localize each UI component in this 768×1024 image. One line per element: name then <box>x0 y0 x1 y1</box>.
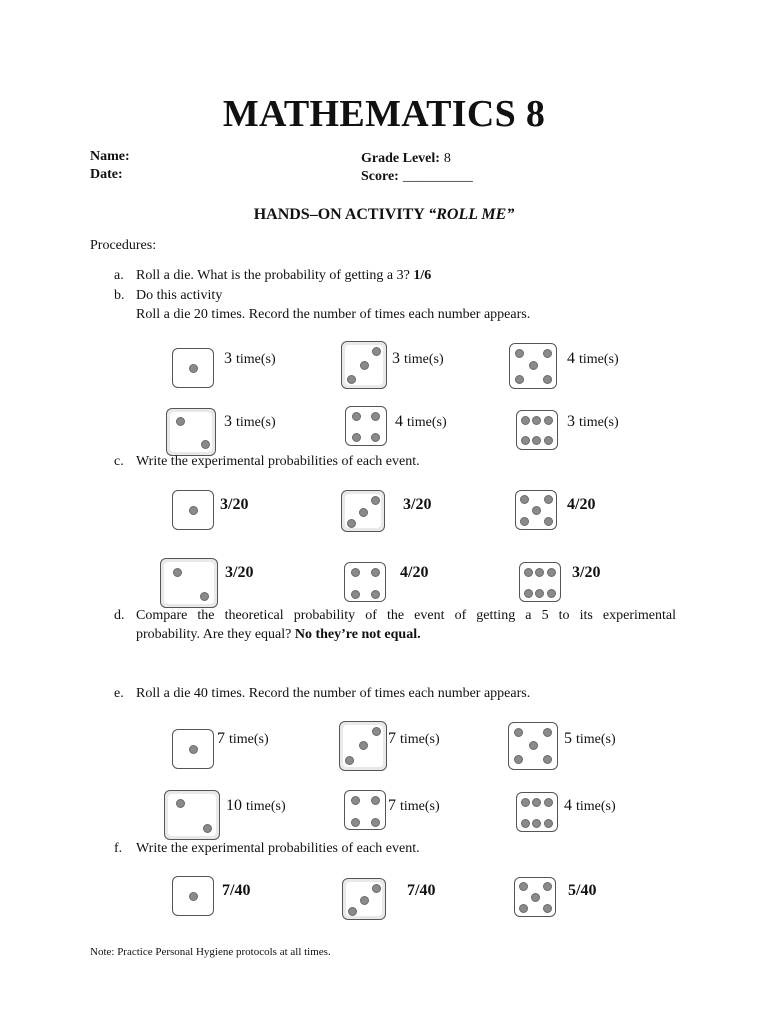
pip <box>524 568 533 577</box>
pip <box>372 884 381 893</box>
pip <box>531 893 540 902</box>
item-d-line2-text: probability. Are they equal? <box>136 627 292 642</box>
pip <box>515 349 524 358</box>
die-face-2 <box>166 408 216 456</box>
item-c-letter: c. <box>114 454 124 469</box>
pip <box>532 798 541 807</box>
prob-c-3: 4/20 <box>567 496 596 513</box>
count-value: 4 <box>395 413 403 430</box>
count-unit: time(s) <box>246 799 286 814</box>
pip <box>543 755 552 764</box>
score-label: Score: <box>361 169 399 184</box>
pip <box>173 568 182 577</box>
grade-level-value: 8 <box>443 151 451 166</box>
item-e-text: Roll a die 40 times. Record the number of times each number appears. <box>136 686 531 701</box>
grade-level-label: Grade Level: <box>361 151 440 166</box>
pip <box>543 375 552 384</box>
count-unit: time(s) <box>236 352 276 367</box>
count-value: 7 <box>217 730 225 747</box>
pip <box>532 819 541 828</box>
die-face-6 <box>516 410 558 450</box>
pip <box>543 349 552 358</box>
die-face-1 <box>172 348 214 388</box>
pip <box>544 436 553 445</box>
pip <box>352 433 361 442</box>
pip <box>189 364 198 373</box>
pip <box>371 568 380 577</box>
die-face-3 <box>339 721 387 771</box>
pip <box>351 818 360 827</box>
score-field <box>361 167 473 185</box>
pip <box>371 590 380 599</box>
count-e-3 <box>564 730 616 748</box>
count-e-5 <box>388 797 440 815</box>
pip <box>189 892 198 901</box>
item-a-text: Roll a die. What is the probability of getting a 3? <box>136 268 410 283</box>
die-face-1 <box>172 876 214 916</box>
name-label: Name: <box>90 149 130 164</box>
pip <box>521 436 530 445</box>
item-d-line2 <box>136 627 421 643</box>
pip <box>352 412 361 421</box>
die-face-2 <box>160 558 218 608</box>
prob-c-5: 4/20 <box>400 564 429 581</box>
prob-c-6: 3/20 <box>572 564 601 581</box>
count-value: 7 <box>388 730 396 747</box>
pip <box>189 745 198 754</box>
count-unit: time(s) <box>576 799 616 814</box>
pip <box>348 907 357 916</box>
pip <box>544 517 553 526</box>
pip <box>201 440 210 449</box>
die-face-6 <box>519 562 561 602</box>
count-b-2 <box>392 350 444 368</box>
item-d-answer: No they’re not equal. <box>294 627 421 642</box>
pip <box>547 589 556 598</box>
count-unit: time(s) <box>407 415 447 430</box>
item-a-letter: a. <box>114 268 124 283</box>
pip <box>176 417 185 426</box>
count-unit: time(s) <box>404 352 444 367</box>
count-b-3 <box>567 350 619 368</box>
pip <box>371 496 380 505</box>
pip <box>371 412 380 421</box>
pip <box>347 519 356 528</box>
pip <box>359 508 368 517</box>
count-value: 3 <box>567 413 575 430</box>
pip <box>521 819 530 828</box>
item-a <box>136 268 431 284</box>
item-e-letter: e. <box>114 686 124 701</box>
prob-f-1: 7/40 <box>222 882 251 899</box>
die-face-4 <box>344 790 386 830</box>
count-unit: time(s) <box>400 799 440 814</box>
die-face-5 <box>509 343 557 389</box>
count-unit: time(s) <box>576 732 616 747</box>
item-b-line1: Do this activity <box>136 288 223 303</box>
item-d-line1: Compare the theoretical probability of the event of getting a 5 to its experimental <box>136 608 676 623</box>
pip <box>351 568 360 577</box>
pip <box>520 517 529 526</box>
pip <box>521 416 530 425</box>
activity-title-name: “ROLL ME” <box>428 206 515 223</box>
pip <box>529 361 538 370</box>
activity-title <box>0 206 768 224</box>
pip <box>532 506 541 515</box>
count-e-4 <box>226 797 286 815</box>
count-e-2 <box>388 730 440 748</box>
pip <box>351 590 360 599</box>
pip <box>351 796 360 805</box>
count-unit: time(s) <box>236 415 276 430</box>
count-value: 4 <box>564 797 572 814</box>
pip <box>544 495 553 504</box>
item-f-letter: f. <box>114 841 123 856</box>
count-value: 4 <box>567 350 575 367</box>
pip <box>543 728 552 737</box>
pip <box>529 741 538 750</box>
die-face-4 <box>345 406 387 446</box>
count-unit: time(s) <box>400 732 440 747</box>
count-b-5 <box>395 413 447 431</box>
pip <box>203 824 212 833</box>
die-face-3 <box>341 341 387 389</box>
item-b-letter: b. <box>114 288 125 303</box>
pip <box>372 347 381 356</box>
die-face-5 <box>515 490 557 530</box>
die-face-3 <box>342 878 386 920</box>
prob-c-2: 3/20 <box>403 496 432 513</box>
pip <box>543 904 552 913</box>
item-d-letter: d. <box>114 608 125 623</box>
footer-note: Note: Practice Personal Hygiene protocols at all times. <box>90 946 331 958</box>
die-face-4 <box>344 562 386 602</box>
prob-c-1: 3/20 <box>220 496 249 513</box>
pip <box>347 375 356 384</box>
count-unit: time(s) <box>229 732 269 747</box>
count-b-6 <box>567 413 619 431</box>
prob-f-3: 5/40 <box>568 882 597 899</box>
grade-level-field <box>361 149 451 167</box>
count-value: 10 <box>226 797 242 814</box>
pip <box>543 882 552 891</box>
pip <box>544 819 553 828</box>
pip <box>359 741 368 750</box>
die-face-5 <box>514 877 556 917</box>
count-value: 7 <box>388 797 396 814</box>
pip <box>532 416 541 425</box>
pip <box>360 361 369 370</box>
item-c-text: Write the experimental probabilities of each event. <box>136 454 420 469</box>
activity-title-prefix: HANDS–ON ACTIVITY <box>253 206 425 223</box>
pip <box>514 728 523 737</box>
pip <box>360 896 369 905</box>
page-title: MATHEMATICS 8 <box>222 93 546 135</box>
pip <box>532 436 541 445</box>
pip <box>520 495 529 504</box>
pip <box>200 592 209 601</box>
pip <box>519 882 528 891</box>
item-f-text: Write the experimental probabilities of each event. <box>136 841 420 856</box>
die-face-1 <box>172 490 214 530</box>
die-face-2 <box>164 790 220 840</box>
item-a-answer: 1/6 <box>413 268 432 283</box>
prob-c-4: 3/20 <box>225 564 254 581</box>
count-b-1 <box>224 350 276 368</box>
pip <box>521 798 530 807</box>
count-unit: time(s) <box>579 415 619 430</box>
pip <box>535 589 544 598</box>
prob-f-2: 7/40 <box>407 882 436 899</box>
die-face-5 <box>508 722 558 770</box>
pip <box>514 755 523 764</box>
count-value: 3 <box>224 413 232 430</box>
pip <box>544 416 553 425</box>
pip <box>535 568 544 577</box>
count-e-6 <box>564 797 616 815</box>
pip <box>371 818 380 827</box>
count-value: 3 <box>224 350 232 367</box>
pip <box>371 796 380 805</box>
count-e-1 <box>217 730 269 748</box>
pip <box>371 433 380 442</box>
count-b-4 <box>224 413 276 431</box>
pip <box>515 375 524 384</box>
pip <box>519 904 528 913</box>
pip <box>176 799 185 808</box>
pip <box>372 727 381 736</box>
procedures-label: Procedures: <box>90 238 157 253</box>
pip <box>345 756 354 765</box>
pip <box>544 798 553 807</box>
count-value: 5 <box>564 730 572 747</box>
count-unit: time(s) <box>579 352 619 367</box>
score-blank: __________ <box>402 169 473 184</box>
die-face-1 <box>172 729 214 769</box>
pip <box>189 506 198 515</box>
pip <box>524 589 533 598</box>
die-face-3 <box>341 490 385 532</box>
count-value: 3 <box>392 350 400 367</box>
die-face-6 <box>516 792 558 832</box>
item-b-line2: Roll a die 20 times. Record the number of times each number appears. <box>136 307 531 322</box>
pip <box>547 568 556 577</box>
date-label: Date: <box>90 167 123 182</box>
